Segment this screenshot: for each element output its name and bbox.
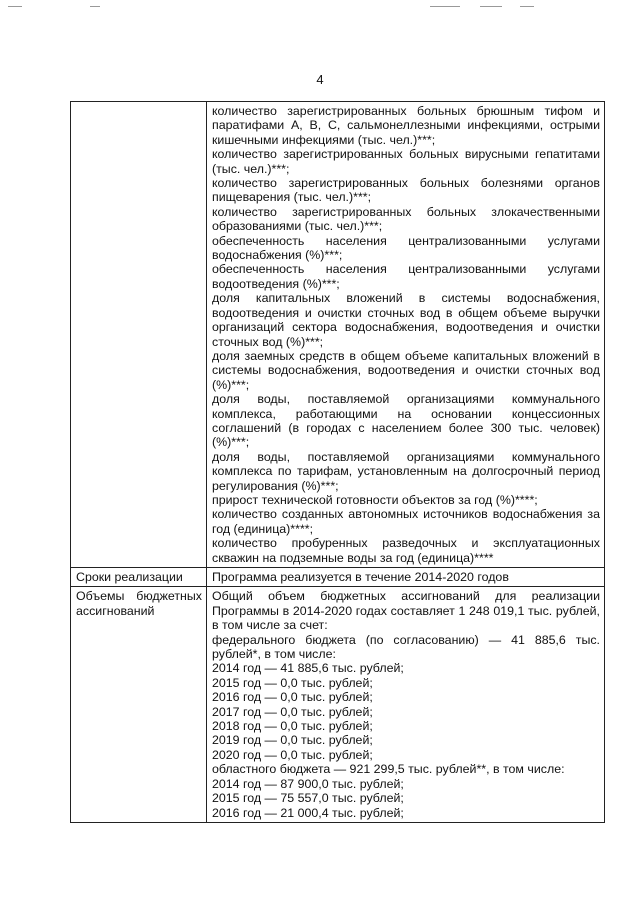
budget-year-line: 2014 год — 41 885,6 тыс. рублей; <box>212 661 404 676</box>
table-row-indicators <box>71 102 605 568</box>
budget-year-line: 2014 год — 87 900,0 тыс. рублей; <box>212 776 404 791</box>
indicator-item: прирост технической готовности объектов за год (%)****; <box>212 492 538 507</box>
budget-year-line: 2019 год — 0,0 тыс. рублей; <box>212 733 373 748</box>
indicator-item: доля капитальных вложений в системы водоснабжения, водоотведения и очистки сточных вод в общем объеме выручки организаций сектора водоснабжения, водоотведения и очистки сточных вод (%)***; <box>212 291 600 349</box>
budget-intro: Общий объем бюджетных ассигнований для реализации Программы в 2014-2020 годах составляет 1 248 019,1 тыс. рублей, в том числе за счет: <box>212 589 600 633</box>
budget-year-line: 2020 год — 0,0 тыс. рублей; <box>212 747 373 762</box>
budget-regional: областного бюджета — 921 299,5 тыс. рублей**, в том числе: <box>212 762 565 777</box>
indicators-cell <box>207 102 605 568</box>
page-number: 4 <box>316 72 324 87</box>
indicator-item: обеспеченность населения централизованными услугами водоотведения (%)***; <box>212 262 600 291</box>
row-label-period: Сроки реализации <box>71 568 207 587</box>
budget-federal: федерального бюджета (по согласованию) — 41 885,6 тыс. рублей*, в том числе: <box>212 632 600 662</box>
row-label-budget-text: Объемы бюджетных ассигнований <box>76 589 202 618</box>
budget-year-line: 2016 год — 21 000,4 тыс. рублей; <box>212 805 404 820</box>
indicator-item: доля заемных средств в общем объеме капитальных вложений в системы водоснабжения, водоотведения и очистки сточных вод (%)***; <box>212 348 600 392</box>
period-value: Программа реализуется в течение 2014-2020 годов <box>207 568 605 587</box>
row-label-budget <box>71 587 207 823</box>
budget-cell <box>207 587 605 823</box>
row-label-indicators <box>71 102 207 568</box>
budget-year-line: 2017 год — 0,0 тыс. рублей; <box>212 704 373 719</box>
indicator-item: доля воды, поставляемой организациями коммунального комплекса, работающими на основании концессионных соглашений (в городах с населением более 300 тыс. человек) (%)***; <box>212 392 600 450</box>
indicator-item: обеспеченность населения централизованными услугами водоснабжения (%)***; <box>212 233 600 263</box>
indicator-item: доля воды, поставляемой организациями коммунального комплекса по тарифам, установленным на долгосрочный период регулирования (%)***; <box>212 449 600 493</box>
table-row-period <box>71 568 605 587</box>
indicator-item: количество зарегистрированных больных болезнями органов пищеварения (тыс. чел.)***; <box>212 176 600 205</box>
budget-year-line: 2015 год — 75 557,0 тыс. рублей; <box>212 791 404 806</box>
indicator-item: количество созданных автономных источников водоснабжения за год (единица)****; <box>212 507 600 536</box>
indicator-item: количество зарегистрированных больных злокачественными образованиями (тыс. чел.)***; <box>212 204 600 234</box>
program-passport-table <box>70 101 605 823</box>
scan-artifacts <box>0 4 640 10</box>
budget-year-line: 2018 год — 0,0 тыс. рублей; <box>212 719 373 734</box>
budget-year-line: 2016 год — 0,0 тыс. рублей; <box>212 690 373 705</box>
indicator-item: количество зарегистрированных больных вирусными гепатитами (тыс. чел.)***; <box>212 147 600 176</box>
indicator-item: количество зарегистрированных больных брюшным тифом и паратифами А, В, С, сальмонеллезными инфекциями, острыми кишечными инфекциями (тыс. чел.)***; <box>212 104 600 147</box>
budget-year-line: 2015 год — 0,0 тыс. рублей; <box>212 675 373 690</box>
table-row-budget <box>71 587 605 823</box>
indicator-item: количество пробуренных разведочных и эксплуатационных скважин на подземные воды за год (единица)**** <box>212 536 600 565</box>
